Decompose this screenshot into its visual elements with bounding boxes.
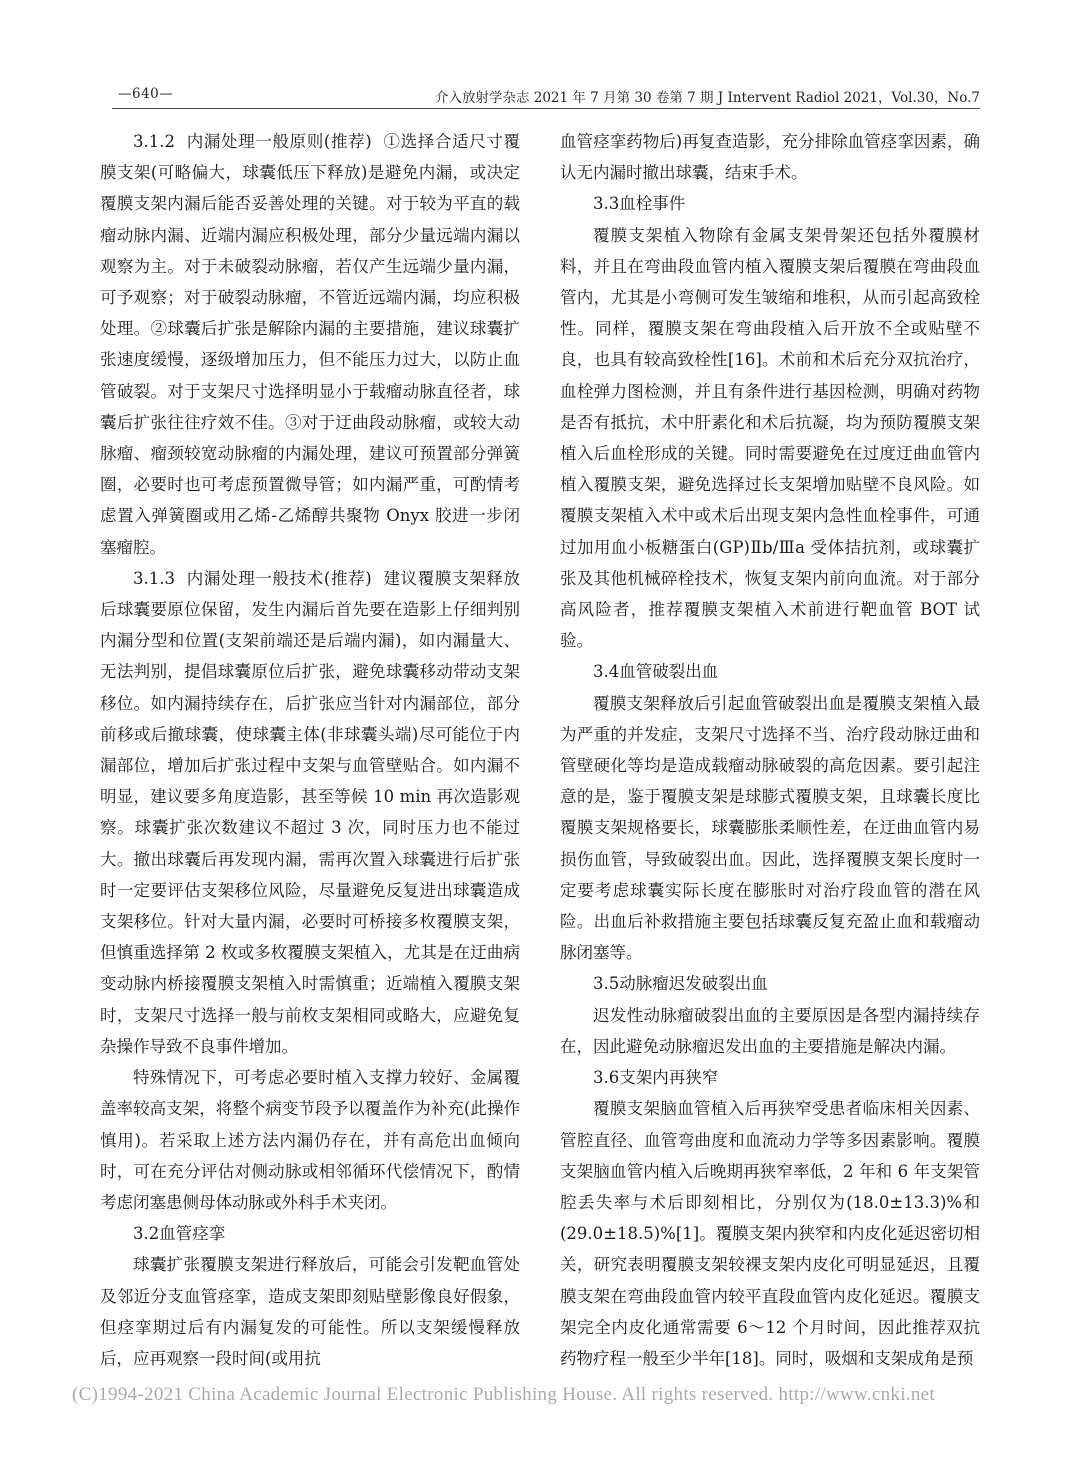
left-column [100,126,520,1426]
section-heading-3-6 [560,1062,980,1093]
body-paragraph: 特殊情况下，可考虑必要时植入支撑力较好、金属覆盖率较高支架，将整个病变节段予以覆盖作为补充(此操作慎用)。若采取上述方法内漏仍存在，并有高危出血倾向时，可在充分评估对侧动脉或相邻循环代偿情况下，酌情考虑闭塞患侧母体动脉或外科手术夹闭。 [100,1068,520,1212]
section-number: 3.1.3 [133,568,175,588]
body-paragraph: 覆膜支架脑血管植入后再狭窄受患者临床相关因素、管腔直径、血管弯曲度和血流动力学等多因素影响。覆膜支架脑血管内植入后晚期再狭窄率低，2 年和 6 年支架管腔丢失率与术后即刻相比，分别仅为(18.0±13.3)%和(29.0±18.5)%[1]。覆膜支架内狭窄和内皮化延迟密切相关，研究表明覆膜支架较裸支架内皮化可明显延迟，且覆膜支架在弯曲段血管内较平直段血管内皮化延迟。覆膜支架完全内皮化通常需要 6～12 个月时间，因此推荐双抗药物疗程一般至少半年[18]。同时，吸烟和支架成角是预 [560,1099,980,1368]
section-heading-3-2 [100,1218,520,1249]
body-paragraph: 覆膜支架植入物除有金属支架骨架还包括外覆膜材料，并且在弯曲段血管内植入覆膜支架后覆膜在弯曲段血管内，尤其是小弯侧可发生皱缩和堆积，从而引起高致栓性。同样，覆膜支架在弯曲段植入后开放不全或贴壁不良，也具有较高致栓性[16]。术前和术后充分双抗治疗，血栓弹力图检测，并且有条件进行基因检测，明确对药物是否有抵抗，术中肝素化和术后抗凝，均为预防覆膜支架植入后血栓形成的关键。同时需要避免在过度迂曲血管内植入覆膜支架，避免选择过长支架增加贴壁不良风险。如覆膜支架植入术中或术后出现支架内急性血栓事件，可通过加用血小板糖蛋白(GP)Ⅱb/Ⅲa 受体拮抗剂，或球囊扩张及其他机械碎栓技术，恢复支架内前向血流。对于部分高风险者，推荐覆膜支架植入术前进行靶血管 BOT 试验。 [560,225,980,651]
section-3-1-3 [100,563,520,1062]
body-paragraph: 迟发性动脉瘤破裂出血的主要原因是各型内漏持续存在，因此避免动脉瘤迟发出血的主要措施是解决内漏。 [560,1005,980,1056]
section-number: 3.3 [593,194,620,214]
right-column [560,126,980,1426]
body-paragraph-continued: 血管痉挛药物后)再复查造影，充分排除血管痉挛因素，确认无内漏时撤出球囊，结束手术。 [560,132,980,183]
section-title: 动脉瘤迟发破裂出血 [619,974,768,994]
section-number: 3.1.2 [133,132,175,151]
running-header [112,84,980,106]
body-text: ①选择合适尺寸覆膜支架(可略偏大，球囊低压下释放)是避免内漏，或决定覆膜支架内漏后能否妥善处理的关键。对于较为平直的载瘤动脉内漏、近端内漏应积极处理，部分少量远端内漏以观察为主。对于未破裂动脉瘤，若仅产生远端少量内漏，可予观察；对于破裂动脉瘤，不管近远端内漏，均应积极处理。②球囊后扩张是解除内漏的主要措施，建议球囊扩张速度缓慢，逐级增加压力，但不能压力过大，以防止血管破裂。对于支架尺寸选择明显小于载瘤动脉直径者，球囊后扩张往往疗效不佳。③对于迂曲段动脉瘤，或较大动脉瘤、瘤颈较宽动脉瘤的内漏处理，建议可预置部分弹簧圈，必要时也可考虑预置微导管；如内漏严重，可酌情考虑置入弹簧圈或用乙烯-乙烯醇共聚物 Onyx 胶进一步闭塞瘤腔。 [100,132,520,557]
section-heading-3-5 [560,968,980,999]
section-number: 3.5 [593,974,620,994]
body-paragraph: 球囊扩张覆膜支架进行释放后，可能会引发靶血管处及邻近分支血管痉挛，造成支架即刻贴壁影像良好假象，但痉挛期过后有内漏复发的可能性。所以支架缓慢释放后，应再观察一段时间(或用抗 [100,1255,520,1368]
section-title: 内漏处理一般技术(推荐) [186,568,372,588]
section-number: 3.2 [133,1224,160,1244]
section-number: 3.6 [593,1068,620,1088]
section-number: 3.4 [593,662,620,682]
section-heading-3-4 [560,656,980,687]
header-rule [112,108,980,109]
section-title: 内漏处理一般原则(推荐) [186,132,372,151]
section-heading-3-3 [560,188,980,219]
page-number: —640— [118,86,174,102]
section-title: 血管破裂出血 [619,662,719,682]
copyright-watermark: (C)1994-2021 China Academic Journal Electronic Publishing House. All rights reserved. http://www.cnki.net [72,1384,935,1405]
section-title: 血管痉挛 [159,1224,226,1244]
section-title: 血栓事件 [619,194,686,214]
section-title: 支架内再狭窄 [619,1068,719,1088]
body-paragraph: 覆膜支架释放后引起血管破裂出血是覆膜支架植入最为严重的并发症，支架尺寸选择不当、治疗段动脉迂曲和管壁硬化等均是造成载瘤动脉破裂的高危因素。要引起注意的是，鉴于覆膜支架是球膨式覆膜支架，且球囊长度比覆膜支架规格要长，球囊膨胀柔顺性差，在迂曲血管内易损伤血管，导致破裂出血。因此，选择覆膜支架长度时一定要考虑球囊实际长度在膨胀时对治疗段血管的潜在风险。出血后补救措施主要包括球囊反复充盈止血和载瘤动脉闭塞等。 [560,693,980,963]
section-3-1-2 [100,126,520,563]
journal-citation: 介入放射学杂志 2021 年 7 月第 30 卷第 7 期 J Intervent Radiol 2021，Vol.30，No.7 [434,90,980,106]
body-text: 建议覆膜支架释放后球囊要原位保留，发生内漏后首先要在造影上仔细判别内漏分型和位置(支架前端还是后端内漏)，如内漏量大、无法判别，提倡球囊原位后扩张，避免球囊移动带动支架移位。如内漏持续存在，后扩张应当针对内漏部位，部分前移或后撤球囊，使球囊主体(非球囊头端)尽可能位于内漏部位，增加后扩张过程中支架与血管壁贴合。如内漏不明显，建议要多角度造影，甚至等候 10 min 再次造影观察。球囊扩张次数建议不超过 3 次，同时压力也不能过大。撤出球囊后再发现内漏，需再次置入球囊进行后扩张时一定要评估支架移位风险，尽量避免反复进出球囊造成支架移位。针对大量内漏，必要时可桥接多枚覆膜支架，但慎重选择第 2 枚或多枚覆膜支架植入，尤其是在迂曲病变动脉内桥接覆膜支架植入时需慎重；近端植入覆膜支架时，支架尺寸选择一般与前枚支架相同或略大，应避免复杂操作导致不良事件增加。 [100,568,520,1056]
